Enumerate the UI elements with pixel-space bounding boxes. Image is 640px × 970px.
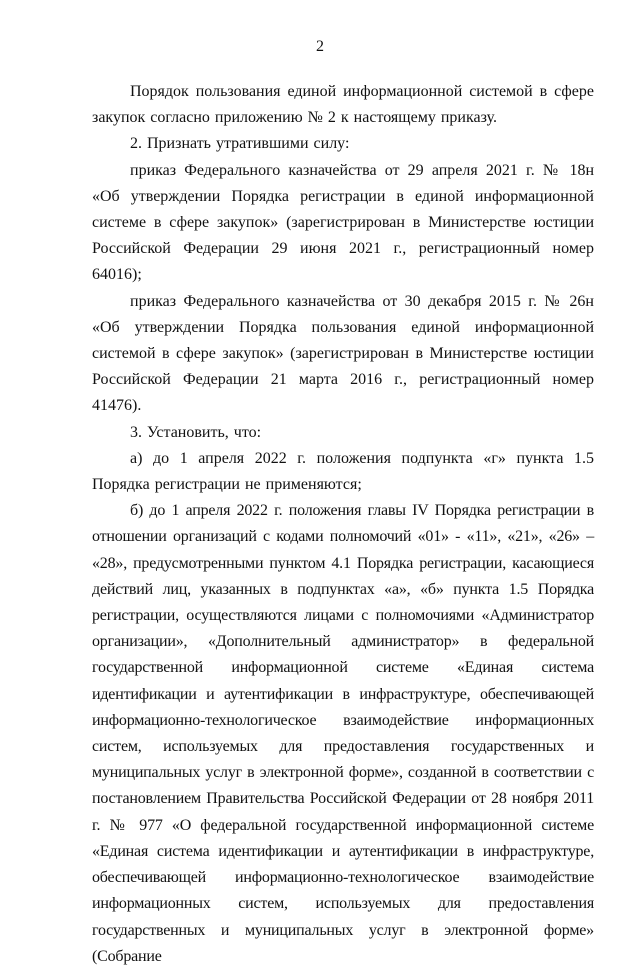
paragraph-item-2-heading: 2. Признать утратившими силу:	[130, 135, 350, 153]
paragraph-order-18n: приказ Федерального казначейства от 29 апреля 2021 г. № 18н «Об утверждении Порядка регистрации в единой информационной системе в сфере закупок» (зарегистрирован в Министерстве юстиции Российской Федерации 29 июня 2021 г., регистрационный номер 64016);	[92, 161, 594, 284]
paragraph-order-26n: приказ Федерального казначейства от 30 декабря 2015 г. № 26н «Об утверждении Порядка пользования единой информационной системой в сфере закупок» (зарегистрирован в Министерстве юстиции Российской Федерации 21 марта 2016 г., регистрационный номер 41476).	[92, 292, 594, 415]
paragraph-procedure-reference: Порядок пользования единой информационной системой в сфере закупок согласно приложению № 2 к настоящему приказу.	[92, 83, 594, 127]
document-body	[92, 79, 594, 970]
page-number: 2	[316, 38, 324, 55]
paragraph-subitem-b: б) до 1 апреля 2022 г. положения главы IV Порядка регистрации в отношении организаций с кодами полномочий «01» - «11», «21», «26» – «28», предусмотренными пунктом 4.1 Порядка регистрации, касающиеся действий лиц, указанных в подпунктах «а», «б» пункта 1.5 Порядка регистрации, осуществляются лицами с полномочиями «Администратор организации», «Дополнительный администратор» в федеральной государственной информационной системе «Единая система идентификации и аутентификации в инфраструктуре, обеспечивающей информационно-технологическое взаимодействие информационных систем, используемых для предоставления государственных и муниципальных услуг в электронной форме», созданной в соответствии с постановлением Правительства Российской Федерации от 28 ноября 2011 г. № 977 «О федеральной государственной информационной системе «Единая система идентификации и аутентификации в инфраструктуре, обеспечивающей информационно-технологическое взаимодействие информационных систем, используемых для предоставления государственных и муниципальных услуг в электронной форме» (Собрание	[92, 502, 594, 965]
paragraph-item-3-heading: 3. Установить, что:	[130, 423, 262, 441]
paragraph-subitem-a: а) до 1 апреля 2022 г. положения подпункта «г» пункта 1.5 Порядка регистрации не применяются;	[92, 449, 594, 494]
